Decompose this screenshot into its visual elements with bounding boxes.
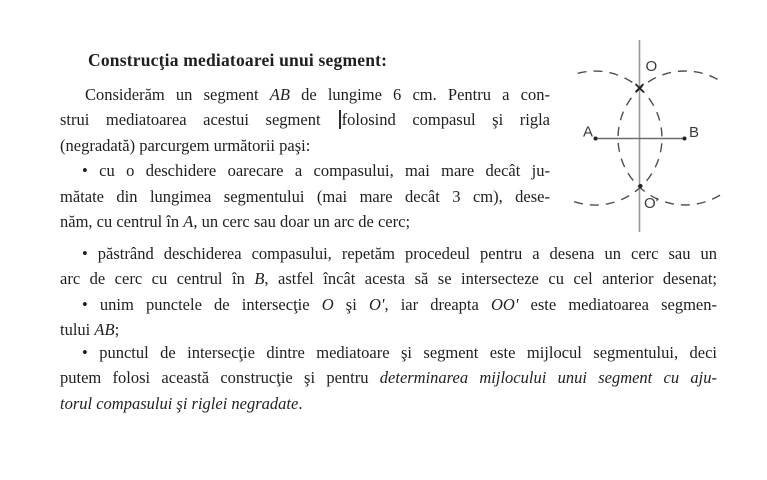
text-run: strui mediatoarea acestui segment	[60, 110, 338, 129]
bullet-3	[60, 292, 717, 343]
text-run: putem folosi această construcţie şi pentru	[60, 368, 380, 387]
math-var-AB: AB	[94, 320, 115, 339]
bullet3-line-1	[60, 292, 717, 318]
text-run: năm, cu centrul în	[60, 212, 184, 231]
text-run: , iar dreapta	[384, 294, 491, 314]
heading-text: Construcţia mediatoarei unui segment:	[88, 50, 388, 70]
math-var-B: B	[254, 269, 265, 288]
intro-line-2	[60, 107, 550, 133]
label-A: A	[583, 123, 594, 141]
bullet4-line-3	[60, 391, 717, 417]
intersection-O-prime-dot	[639, 184, 643, 188]
bullet1-line-3	[60, 209, 550, 235]
text-run: mătate din lungimea segmentului (mai mare decât 3 cm), dese-	[60, 186, 550, 206]
bullet-2	[60, 241, 717, 292]
text-run: (negradată) parcurgem următorii paşi:	[60, 135, 311, 155]
text-run: • cu o deschidere oarecare a compasului, mai mare decât ju-	[82, 161, 550, 180]
math-var-AB: AB	[269, 84, 290, 104]
text-run: • păstrând deschiderea compasului, repetăm procedeul pentru a desena un cerc sau un	[82, 243, 717, 263]
point-B-dot	[683, 137, 687, 141]
text-run: tului	[60, 320, 95, 339]
text-cursor[interactable]	[339, 110, 341, 129]
text-run: şi	[333, 294, 369, 314]
text-run: , un cerc sau doar un arc de cerc;	[193, 212, 411, 231]
italic-phrase: torul compasului şi riglei negradate	[60, 393, 299, 413]
point-A-dot	[594, 137, 598, 141]
text-run: .	[298, 393, 303, 413]
label-B: B	[689, 124, 700, 141]
math-var-A: A	[183, 212, 194, 231]
text-run: • unim punctele de intersecţie	[82, 294, 322, 314]
bullet4-line-2	[60, 365, 717, 391]
bullet2-line-1	[60, 241, 717, 267]
text-run: este mediatoarea segmen-	[518, 294, 717, 314]
italic-phrase: determinarea mijlocului unui segment cu aju-	[379, 368, 718, 387]
math-var-O: O	[321, 294, 334, 314]
label-O-prime: O'	[644, 195, 659, 212]
bullet-4	[60, 340, 717, 417]
text-run: • punctul de intersecţie dintre mediatoare şi segment este mijlocul segmentului, deci	[82, 342, 717, 362]
geometry-diagram	[560, 20, 767, 235]
text-run: folosind compasul şi rigla	[341, 110, 550, 129]
text-run: de lungime 6 cm. Pentru a con-	[289, 84, 550, 104]
bullet1-line-2	[60, 184, 550, 210]
text-run: arc de cerc cu centrul în	[60, 269, 255, 288]
bullet1-line-1	[60, 158, 550, 184]
text-run: Considerăm un segment	[85, 84, 270, 104]
intro-line-1	[60, 82, 550, 108]
label-O: O	[645, 58, 658, 75]
text-run: , astfel încât acesta să se intersecteze cu cel anterior desenat;	[264, 269, 717, 288]
math-var-OO-prime: OO'	[490, 294, 519, 314]
bullet2-line-2	[60, 266, 717, 292]
text-run: ;	[114, 320, 120, 339]
math-var-O-prime: O'	[368, 294, 385, 314]
bullet4-line-1	[60, 340, 717, 366]
intro-line-3	[60, 133, 550, 159]
